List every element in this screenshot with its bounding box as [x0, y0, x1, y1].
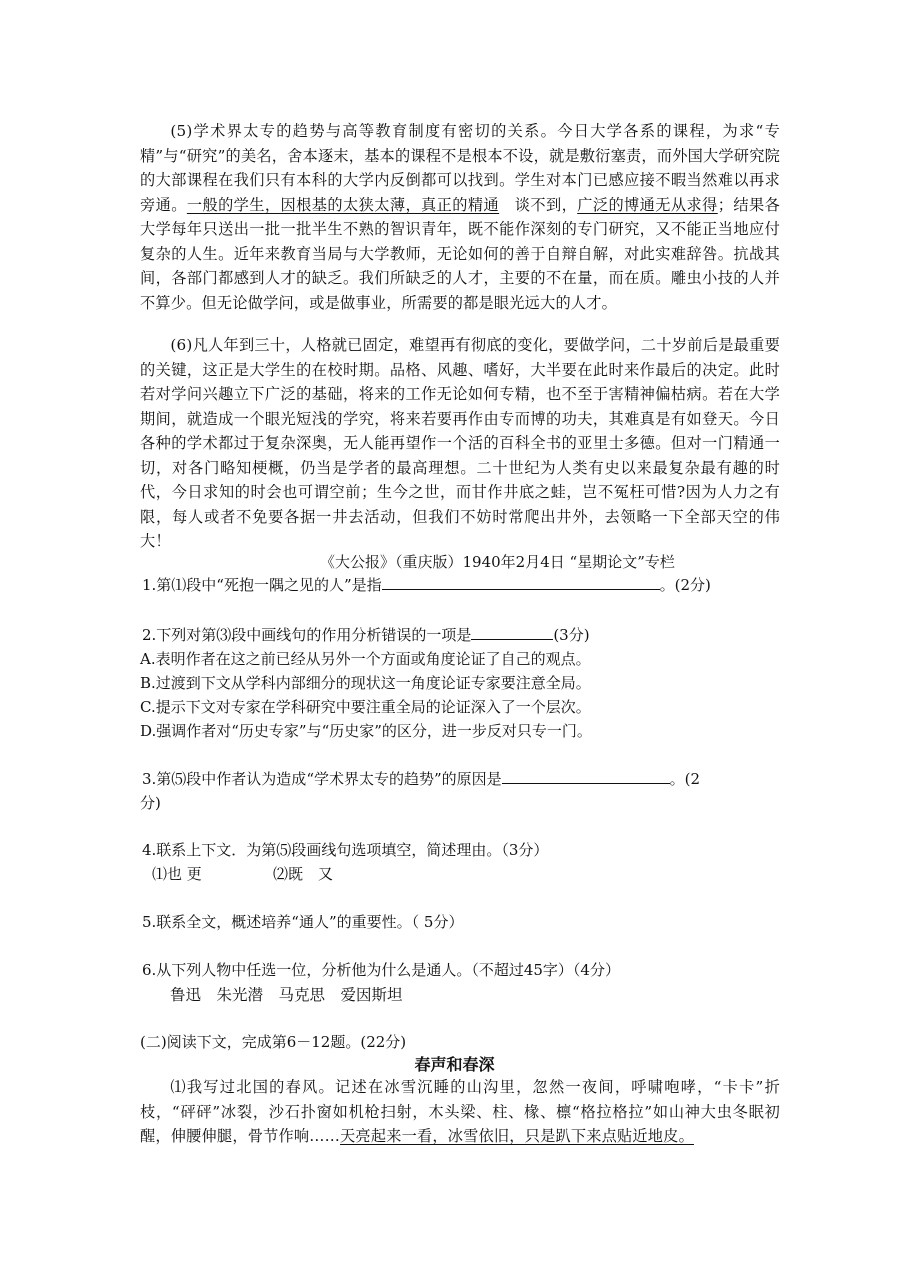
answer-blank-2[interactable] [471, 625, 553, 640]
question-4: 4.联系上下文．为第⑸段画线句选项填空，简述理由。（3分） [142, 841, 549, 859]
q2-option-b: B.过渡到下文从学科内部细分的现状这一角度论证专家要注意全局。 [140, 674, 591, 692]
para5-text-a: (5)学术界太专的趋势与高等教育制度有密切的关系。今日大学各系的课程，为求“专精”与“研究”的美名，舍本逐末，基本的课程不是根本不设，就是敷衍塞责，而外国大学研究院的大部课程在我们只有本科的大学内反倒都可以找到。学生对本门已感应接不暇当然难以再求旁通。 [140, 122, 780, 214]
q6-names: 鲁迅 朱光潜 马克思 爱因斯坦 [170, 986, 403, 1004]
answer-blank-3[interactable] [502, 769, 670, 784]
q3-text: 3.第⑸段中作者认为造成“学术界太专的趋势”的原因是 [142, 770, 502, 788]
para5-underline-2: 广泛的博通无从求得 [577, 195, 718, 214]
article-paragraph-1 [140, 1075, 780, 1149]
question-1 [142, 574, 711, 595]
article-title: 春声和春深 [414, 1055, 495, 1074]
q2-option-d: D.强调作者对“历史专家”与“历史家”的区分，进一步反对只专一门。 [140, 722, 592, 740]
paragraph-5 [140, 119, 780, 315]
q3-points-cont: 分) [140, 794, 161, 812]
q2-text: 2.下列对第⑶段中画线句的作用分析错误的一项是 [142, 626, 472, 644]
question-3 [142, 768, 700, 789]
source-citation: 《大公报》（重庆版）1940年2月4日 “星期论文”专栏 [320, 553, 675, 571]
para5-gap: 谈不到， [499, 195, 578, 214]
question-6: 6.从下列人物中任选一位，分析他为什么是通人。（不超过45字）（4分） [142, 961, 620, 979]
q4-option-2: ⑵既 又 [273, 865, 334, 883]
para1-underline: 天亮起来一看，冰雪依旧，只是趴下来点贴近地皮。 [340, 1127, 694, 1145]
q2-points: (3分) [553, 626, 590, 644]
q2-option-a: A.表明作者在这之前已经从另外一个方面或角度论证了自己的观点。 [140, 650, 591, 668]
q1-text: 1.第⑴段中“死抱一隅之见的人”是指 [142, 576, 382, 594]
para5-text-b: ；结果各大学每年只送出一批一批半生不熟的智识青年，既不能作深刻的专门研究，又不能正当地应付复杂的人生。近年来教育当局与大学教师，无论如何的善于自辩自解，对此实难辞咎。抗战其间，各部门都感到人才的缺乏。我们所缺乏的人才，主要的不在量，而在质。雕虫小技的人并不算少。但无论做学问，或是做事业，所需要的都是眼光远大的人才。 [140, 195, 780, 312]
q2-option-c: C.提示下文对专家在学科研究中要注重全局的论证深入了一个层次。 [140, 698, 591, 716]
answer-blank-1[interactable] [382, 575, 660, 590]
question-5: 5.联系全文，概述培养“通人”的重要性。（ 5分） [142, 913, 464, 931]
q1-points: 。(2分) [659, 576, 711, 594]
question-2 [142, 624, 590, 645]
section-2-heading: (二)阅读下文，完成第6－12题。(22分) [140, 1033, 407, 1051]
para5-underline-1: 一般的学生，因根基的太狭太薄，真正的精通 [186, 195, 500, 214]
paragraph-6 [140, 333, 780, 554]
q3-points: 。(2 [669, 770, 701, 788]
q4-option-1: ⑴也 更 [152, 865, 202, 883]
para1-text: ⑴我写过北国的春风。记述在冰雪沉睡的山沟里，忽然一夜间，呼啸咆哮，“卡卡”折枝，“砰砰”冰裂，沙石扑窗如机枪扫射，木头梁、柱、椽、檩“格拉格拉”如山神大虫冬眠初醒，伸腰伸腿，骨节作响…… [140, 1078, 780, 1145]
para6-text: (6)凡人年到三十，人格就已固定，难望再有彻底的变化，要做学问，二十岁前后是最重要的关键，这正是大学生的在校时期。品格、风趣、嗜好，大半要在此时来作最后的决定。此时若对学问兴趣立下广泛的基础，将来的工作无论如何专精，也不至于害精神偏枯病。若在大学期间，就造成一个眼光短浅的学究，将来若要再作由专而博的功夫，其难真是有如登天。今日各种的学术都过于复杂深奥，无人能再望作一个活的百科全书的亚里士多德。但对一门精通一切，对各门略知梗概，仍当是学者的最高理想。二十世纪为人类有史以来最复杂最有趣的时代，今日求知的时会也可谓空前；生今之世，而甘作井底之蛙，岂不冤枉可惜?因为人力之有限，每人或者不免要各据一井去活动，但我们不妨时常爬出井外，去领略一下全部天空的伟大！ [140, 336, 780, 550]
